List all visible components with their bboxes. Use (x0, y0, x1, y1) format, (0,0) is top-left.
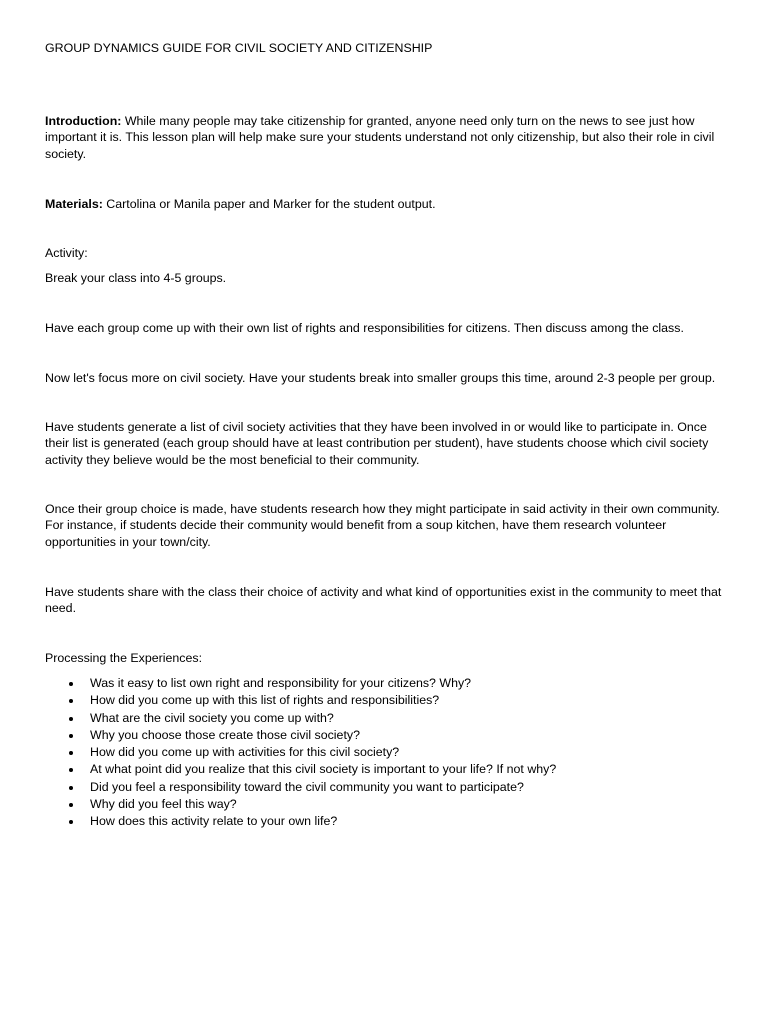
bullet-icon (69, 768, 73, 772)
list-item (45, 692, 705, 709)
activity-paragraph: Have each group come up with their own list of rights and responsibilities for citizens. Then discuss among the class. (45, 321, 684, 335)
introduction-text: While many people may take citizenship for granted, anyone need only turn on the news to see just how important it is. This lesson plan will help make sure your students understand not only citizenship, but also their role in civil society. (45, 114, 715, 161)
bullet-icon (69, 717, 73, 721)
materials-paragraph (45, 196, 727, 212)
activity-heading: Activity: (45, 246, 88, 260)
list-item (45, 813, 705, 830)
bullet-icon (69, 699, 73, 703)
question-text: How does this activity relate to your own life? (90, 814, 338, 829)
list-item (45, 710, 705, 727)
activity-paragraph: Have students share with the class their choice of activity and what kind of opportunities exist in the community to meet that need. (45, 585, 722, 616)
question-text: Was it easy to list own right and responsibility for your citizens? Why? (90, 676, 472, 690)
bullet-icon (69, 734, 73, 738)
question-text: How did you come up with this list of rights and responsibilities? (90, 693, 440, 708)
bullet-icon (69, 820, 73, 824)
list-item (45, 744, 705, 761)
introduction-label: Introduction: (45, 114, 122, 128)
list-item (45, 796, 705, 813)
list-item (45, 675, 705, 692)
processing-heading: Processing the Experiences: (45, 651, 203, 665)
question-text: Why did you feel this way? (90, 797, 237, 812)
processing-questions-list (45, 675, 705, 831)
bullet-icon (69, 751, 73, 755)
list-item (45, 779, 705, 796)
materials-text: Cartolina or Manila paper and Marker for the student output. (102, 197, 436, 211)
activity-paragraph: Once their group choice is made, have students research how they might participate in said activity in their own community. For instance, if students decide their community would benefit from a soup kitchen, have them research volunteer opportunities in your town/city. (45, 502, 720, 549)
materials-label: Materials: (45, 197, 103, 211)
bullet-icon (69, 786, 73, 790)
activity-paragraph: Break your class into 4-5 groups. (45, 271, 227, 285)
bullet-icon (69, 682, 73, 686)
question-text: Why you choose those create those civil society? (90, 727, 360, 742)
list-item (45, 761, 705, 778)
introduction-paragraph (45, 113, 727, 162)
list-item (45, 727, 705, 744)
document-title: GROUP DYNAMICS GUIDE FOR CIVIL SOCIETY AND CITIZENSHIP (45, 41, 433, 55)
question-text: How did you come up with activities for this civil society? (90, 745, 400, 760)
question-text: At what point did you realize that this civil society is important to your life? If not why? (90, 762, 557, 777)
question-text: What are the civil society you come up with? (90, 710, 334, 725)
bullet-icon (69, 803, 73, 807)
question-text: Did you feel a responsibility toward the civil community you want to participate? (90, 779, 524, 794)
activity-paragraph: Have students generate a list of civil society activities that they have been involved in or would like to participate in. Once their list is generated (each group should have at least contribution per student), have students choose which civil society activity they believe would be the most beneficial to their community. (45, 420, 709, 467)
activity-paragraph: Now let's focus more on civil society. Have your students break into smaller groups this time, around 2-3 people per group. (45, 371, 716, 385)
